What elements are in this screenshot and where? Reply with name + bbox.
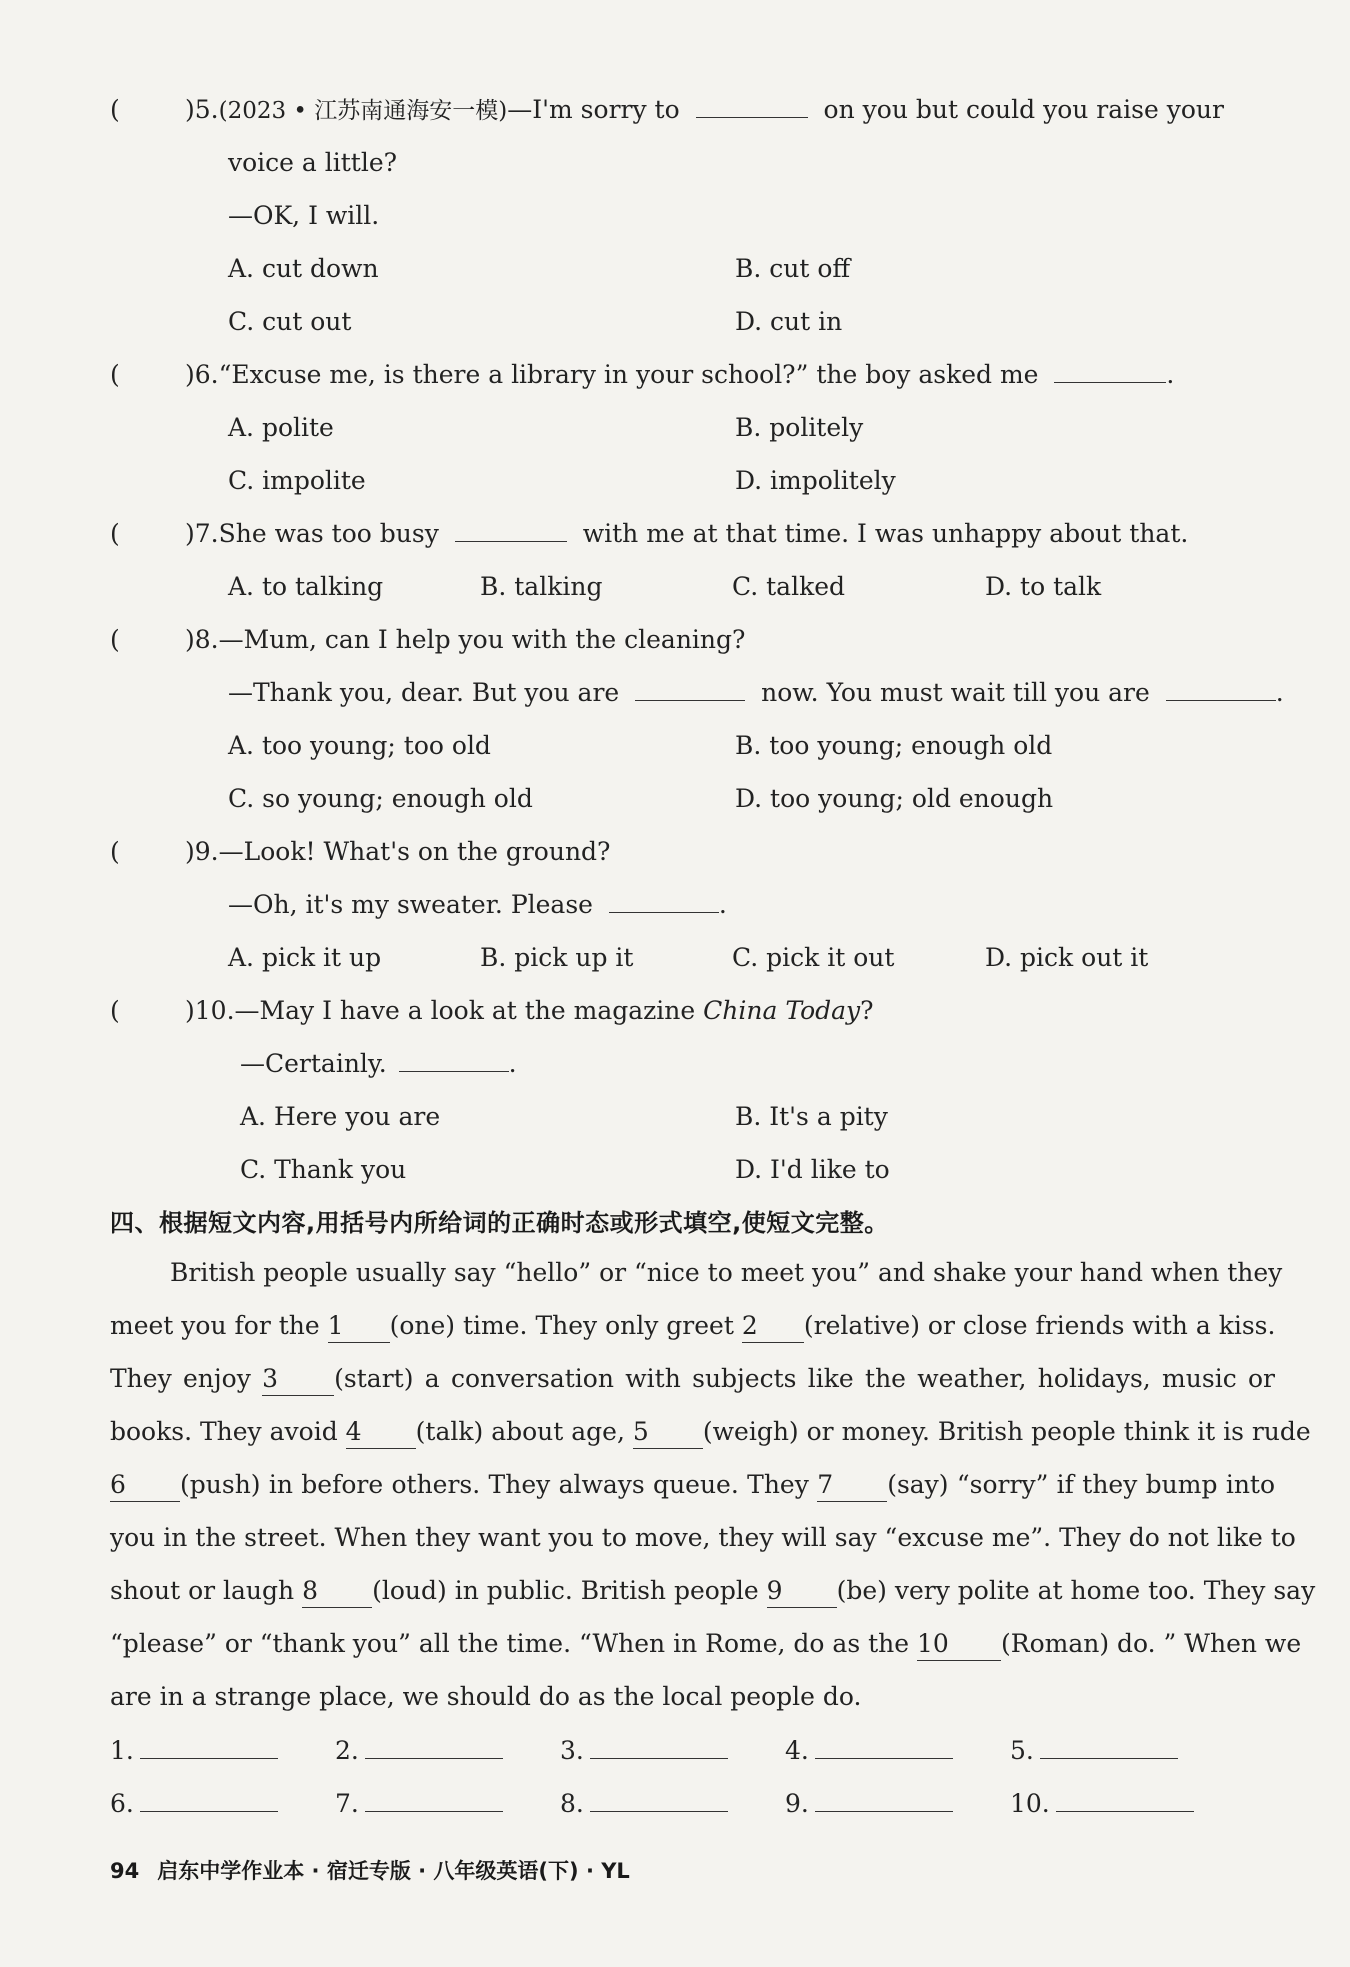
passage-line-7: shout or laugh 8 (loud) in public. British people 9 (be) very polite at home too. They say — [110, 1575, 1275, 1608]
option-b[interactable]: B. It's a pity — [735, 1102, 888, 1131]
answer-slot-8[interactable]: 8. — [560, 1788, 728, 1820]
answer-slot-2[interactable]: 2. — [335, 1735, 503, 1767]
page-footer — [110, 1855, 630, 1885]
question-number: )6. — [185, 360, 219, 389]
option-c[interactable]: C. talked — [732, 572, 846, 601]
answer-line[interactable] — [590, 1791, 728, 1812]
passage-blank-10[interactable]: 10 — [917, 1628, 1001, 1661]
reply-text-end: . — [1275, 678, 1284, 707]
fill-blank[interactable] — [609, 892, 719, 913]
passage-line-1: British people usually say “hello” or “nice to meet you” and shake your hand when they — [170, 1258, 1283, 1287]
answer-line[interactable] — [815, 1738, 953, 1759]
option-a[interactable]: A. pick it up — [228, 943, 382, 972]
question-number: )5. — [185, 95, 219, 124]
fill-blank[interactable] — [1054, 362, 1166, 383]
answer-slot-3[interactable]: 3. — [560, 1735, 728, 1767]
option-d[interactable]: D. cut in — [735, 307, 843, 336]
reply-text-cont: now. You must wait till you are — [761, 678, 1150, 707]
option-a[interactable]: A. polite — [228, 413, 334, 442]
passage-blank-6[interactable]: 6 — [110, 1469, 180, 1502]
passage-line-4: books. They avoid 4 (talk) about age, 5 (weigh) or money. British people think it is rude — [110, 1416, 1275, 1449]
option-d[interactable]: D. to talk — [985, 572, 1102, 601]
answer-slot-5[interactable]: 5. — [1010, 1735, 1178, 1767]
option-c[interactable]: C. impolite — [228, 466, 366, 495]
reply-text-end: . — [508, 1049, 517, 1078]
question-stem: —Mum, can I help you with the cleaning? — [218, 625, 746, 654]
passage-line-6: you in the street. When they want you to move, they will say “excuse me”. They do not like to — [110, 1523, 1296, 1552]
question-number: )9. — [185, 837, 219, 866]
answer-line[interactable] — [1056, 1791, 1194, 1812]
reply-text: —Certainly. — [240, 1049, 387, 1078]
question-stem-end: . — [1166, 360, 1175, 389]
reply-text: —Oh, it's my sweater. Please — [228, 890, 593, 919]
fill-blank[interactable] — [455, 521, 567, 542]
passage-blank-7[interactable]: 7 — [817, 1469, 887, 1502]
question-source: (2023 • 江苏南通海安一模) — [218, 98, 508, 124]
option-d[interactable]: D. I'd like to — [735, 1155, 890, 1184]
question-stem: —May I have a look at the magazine — [234, 996, 696, 1025]
question-stem: —I'm sorry to — [507, 95, 680, 124]
answer-paren[interactable]: ( — [110, 95, 120, 124]
option-b[interactable]: B. pick up it — [480, 943, 634, 972]
reply-text: —Thank you, dear. But you are — [228, 678, 620, 707]
question-stem-cont: with me at that time. I was unhappy about that. — [582, 519, 1189, 548]
question-stem: She was too busy — [218, 519, 439, 548]
answer-paren[interactable]: ( — [110, 360, 120, 389]
question-stem-cont: on you but could you raise your — [823, 95, 1224, 124]
footer-text: 启东中学作业本 · 宿迁专版 · 八年级英语(下) · YL — [157, 1859, 630, 1883]
option-b[interactable]: B. politely — [735, 413, 864, 442]
option-b[interactable]: B. cut off — [735, 254, 851, 283]
passage-blank-8[interactable]: 8 — [302, 1575, 372, 1608]
option-c[interactable]: C. cut out — [228, 307, 352, 336]
passage-blank-3[interactable]: 3 — [262, 1363, 334, 1396]
answer-slot-7[interactable]: 7. — [335, 1788, 503, 1820]
section-heading: 四、根据短文内容,用括号内所给词的正确时态或形式填空,使短文完整。 — [110, 1209, 889, 1237]
question-stem: —Look! What's on the ground? — [218, 837, 611, 866]
passage-line-9: are in a strange place, we should do as the local people do. — [110, 1682, 862, 1711]
answer-slot-1[interactable]: 1. — [110, 1735, 278, 1767]
question-stem-end: ? — [860, 996, 874, 1025]
option-c[interactable]: C. Thank you — [240, 1155, 407, 1184]
option-a[interactable]: A. Here you are — [240, 1102, 441, 1131]
passage-line-5: 6 (push) in before others. They always queue. They 7 (say) “sorry” if they bump into — [110, 1469, 1275, 1502]
option-b[interactable]: B. talking — [480, 572, 603, 601]
answer-line[interactable] — [815, 1791, 953, 1812]
passage-blank-4[interactable]: 4 — [346, 1416, 416, 1449]
answer-paren[interactable]: ( — [110, 996, 120, 1025]
answer-paren[interactable]: ( — [110, 625, 120, 654]
bleed-through-text — [540, 150, 567, 220]
reply-text-end: . — [718, 890, 727, 919]
answer-line[interactable] — [140, 1738, 278, 1759]
answer-line[interactable] — [365, 1738, 503, 1759]
answer-slot-9[interactable]: 9. — [785, 1788, 953, 1820]
answer-paren[interactable]: ( — [110, 837, 120, 866]
option-d[interactable]: D. pick out it — [985, 943, 1149, 972]
passage-blank-5[interactable]: 5 — [633, 1416, 703, 1449]
answer-line[interactable] — [140, 1791, 278, 1812]
answer-line[interactable] — [590, 1738, 728, 1759]
option-a[interactable]: A. to talking — [228, 572, 384, 601]
answer-slot-10[interactable]: 10. — [1010, 1788, 1194, 1820]
fill-blank-1[interactable] — [635, 680, 745, 701]
answer-paren[interactable]: ( — [110, 519, 120, 548]
magazine-title: China Today — [703, 996, 861, 1025]
passage-line-2: meet you for the 1 (one) time. They only greet 2 (relative) or close friends with a kiss. — [110, 1310, 1275, 1343]
answer-line[interactable] — [1040, 1738, 1178, 1759]
answer-slot-4[interactable]: 4. — [785, 1735, 953, 1767]
fill-blank[interactable] — [696, 97, 808, 118]
option-d[interactable]: D. too young; old enough — [735, 784, 1054, 813]
passage-blank-9[interactable]: 9 — [767, 1575, 837, 1608]
question-stem: “Excuse me, is there a library in your school?” the boy asked me — [218, 360, 1039, 389]
option-a[interactable]: A. too young; too old — [228, 731, 491, 760]
passage-blank-2[interactable]: 2 — [742, 1310, 804, 1343]
question-stem-line2: voice a little? — [228, 148, 398, 177]
fill-blank-2[interactable] — [1166, 680, 1276, 701]
option-c[interactable]: C. pick it out — [732, 943, 895, 972]
question-number: )7. — [185, 519, 219, 548]
question-number: )8. — [185, 625, 219, 654]
answer-line[interactable] — [365, 1791, 503, 1812]
option-d[interactable]: D. impolitely — [735, 466, 896, 495]
page-number: 94 — [110, 1859, 140, 1883]
passage-blank-1[interactable]: 1 — [328, 1310, 390, 1343]
answer-slot-6[interactable]: 6. — [110, 1788, 278, 1820]
option-a[interactable]: A. cut down — [228, 254, 379, 283]
question-number: )10. — [185, 996, 235, 1025]
reply-text: —OK, I will. — [228, 201, 380, 230]
option-b[interactable]: B. too young; enough old — [735, 731, 1053, 760]
passage-line-8: “please” or “thank you” all the time. “When in Rome, do as the 10 (Roman) do. ” When we — [110, 1628, 1275, 1661]
passage-line-3: They enjoy 3 (start) a conversation with subjects like the weather, holidays, music or — [110, 1363, 1275, 1396]
fill-blank[interactable] — [399, 1051, 509, 1072]
option-c[interactable]: C. so young; enough old — [228, 784, 533, 813]
